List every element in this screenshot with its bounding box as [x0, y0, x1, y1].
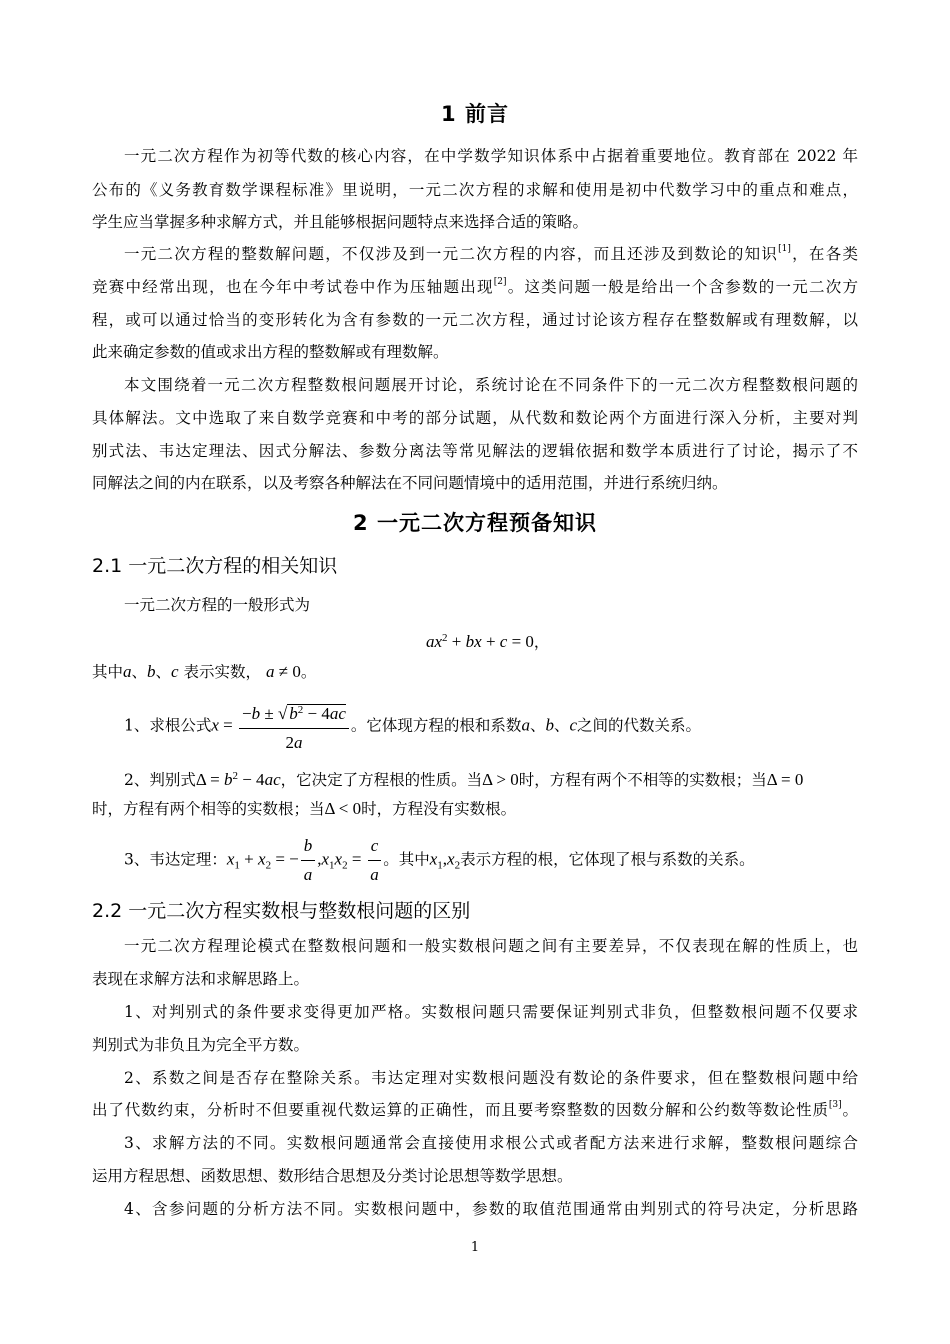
para1-line2: 公布的《义务教育数学课程标准》里说明，一元二次方程的求解和使用是初中代数学习中的重点和难点，: [92, 181, 858, 199]
para3-line2: 具体解法。文中选取了来自数学竞赛和中考的部分试题，从代数和数论两个方面进行深入分析，主要对判: [92, 409, 858, 427]
section-2-title: 2 一元二次方程预备知识: [353, 511, 597, 535]
discriminant-item-line1: 2、判别式$\Delta = b^2 - 4ac$，它决定了方程根的性质。当Δ > 0时，方程有两个不相等的实数根；当Δ = 0: [124, 770, 804, 790]
para3-line1: 本文围绕着一元二次方程整数根问题展开讨论，系统讨论在不同条件下的一元二次方程整数根问题的: [124, 376, 858, 394]
s22-line1: 一元二次方程理论模式在整数根问题和一般实数根问题之间有主要差异，不仅表现在解的性质上，也: [124, 937, 858, 955]
citation-3: [3]: [828, 1100, 842, 1110]
citation-1: [1]: [778, 244, 791, 254]
para3-line3: 别式法、韦达定理法、因式分解法、参数分离法等常见解法的逻辑依据和数学本质进行了讨论，揭示了不: [92, 442, 858, 460]
root-formula-item: 1、求根公式x = $\frac{-b \pm √ b^2 - 4ac}{2a}$ 。它体现方程的根和系数a、b、c之间的代数关系。: [124, 698, 701, 755]
para2-line2: 竞赛中经常出现，也在今年中考试卷中作为压轴题出现[2]。这类问题一般是给出一个含参数的一元二次方: [92, 277, 858, 296]
s22-line3: 1、对判别式的条件要求变得更加严格。实数根问题只需要保证判别式非负，但整数根问题不仅要求: [124, 1003, 858, 1021]
s22-line5: 2、系数之间是否存在整除关系。韦达定理对实数根问题没有数论的条件要求，但在整数根问题中给: [124, 1069, 858, 1087]
coefficients-note: 其中a、b、c 表示实数， a ≠ 0。: [92, 662, 317, 681]
para1-line3: 学生应当掌握多种求解方式，并且能够根据问题特点来选择合适的策略。: [92, 213, 589, 231]
para2-line1: 一元二次方程的整数解问题，不仅涉及到一元二次方程的内容，而且还涉及到数论的知识[1]，在各类: [124, 244, 858, 263]
subsection-2-2-title: 2.2 一元二次方程实数根与整数根问题的区别: [92, 900, 471, 922]
s22-line4: 判别式为非负且为完全平方数。: [92, 1036, 310, 1054]
s22-line7: 3、求解方法的不同。实数根问题通常会直接使用求根公式或者配方法来进行求解，整数根问题综合: [124, 1134, 858, 1152]
general-form-text: 一元二次方程的一般形式为: [124, 596, 311, 614]
subsection-2-1-title: 2.1 一元二次方程的相关知识: [92, 555, 338, 577]
para2-line4: 此来确定参数的值或求出方程的整数解或有理数解。: [92, 343, 449, 361]
root-formula-fraction: $\frac{-b \pm √ b^2 - 4ac}{2a}$: [239, 698, 349, 755]
page-number: 1: [470, 1240, 480, 1255]
s22-line9: 4、含参问题的分析方法不同。实数根问题中，参数的取值范围通常由判别式的符号决定，分析思路: [124, 1200, 858, 1218]
discriminant-item-line2: 时，方程有两个相等的实数根；当Δ < 0时，方程没有实数根。: [92, 799, 517, 818]
vieta-item: 3、韦达定理：$x_1 + x_2$ = − $\frac{b}{a}$ $,x_1x_2$ = $\frac{c}{a}$ 。其中$x_1,x_2$表示方程的根，它体现了根与系数的关系。: [124, 836, 755, 884]
section-1-title: 1 前言: [441, 102, 509, 126]
para3-line4: 同解法之间的内在联系，以及考察各种解法在不同问题情境中的适用范围，并进行系统归纳。: [92, 474, 728, 492]
para1-line1: 一元二次方程作为初等代数的核心内容，在中学数学知识体系中占据着重要地位。教育部在 2022 年: [124, 147, 858, 165]
s22-line6: 出了代数约束，分析时不但要重视代数运算的正确性，而且要考察整数的因数分解和公约数等数论性质[3]。: [92, 1100, 858, 1119]
s22-line8: 运用方程思想、函数思想、数形结合思想及分类讨论思想等数学思想。: [92, 1167, 573, 1185]
general-form-equation: $ax^2$ + bx + c = 0，: [426, 632, 550, 652]
citation-2: [2]: [493, 277, 507, 287]
para2-line3: 程，或可以通过恰当的变形转化为含有参数的一元二次方程，通过讨论该方程存在整数解或有理数解，以: [92, 311, 858, 329]
s22-line2: 表现在求解方法和求解思路上。: [92, 970, 310, 988]
